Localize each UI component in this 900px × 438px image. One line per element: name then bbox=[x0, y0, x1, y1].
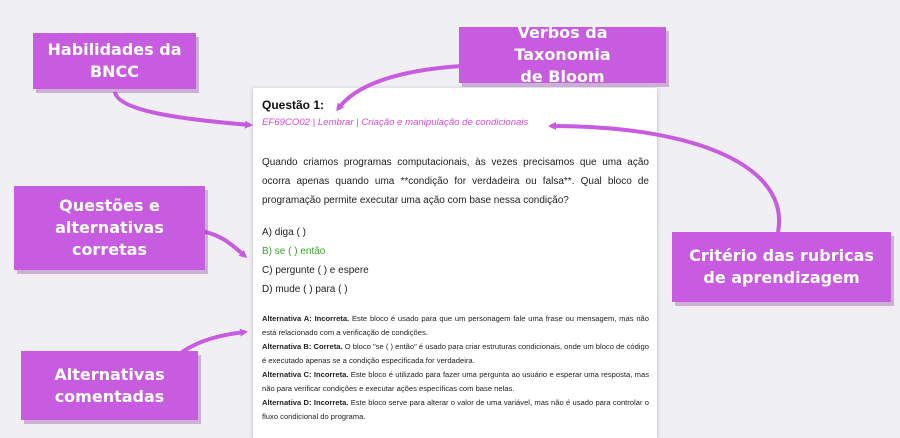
arrow-comentadas bbox=[182, 332, 245, 352]
comment-b-head: Alternativa B: Correta. bbox=[262, 342, 343, 351]
comment-a-body: Este bloco é usado para que um personagem fale uma frase ou mensagem, mas não está relacionado com a verificação de condições. bbox=[262, 314, 649, 337]
comment-c-head: Alternativa C: Incorreta. bbox=[262, 370, 349, 379]
question-title: Questão 1: bbox=[262, 98, 325, 112]
label-bloom-verbs: Verbos da Taxonomia de Bloom bbox=[459, 27, 666, 83]
question-card bbox=[253, 88, 657, 438]
comment-b-body: O bloco "se ( ) então" é usado para criar estruturas condicionais, onde um bloco de código é executado apenas se a condição especificada for verdadeira. bbox=[262, 342, 649, 365]
comment-d-body: Este bloco serve para alterar o valor de uma variável, mas não é usado para controlar o fluxo condicional do programa. bbox=[262, 398, 649, 421]
cropped-heading-fragment bbox=[170, 0, 770, 4]
label-rubric-criteria: Critério das rubricas de aprendizagem bbox=[672, 232, 891, 302]
comment-a bbox=[262, 312, 649, 340]
alternative-c: C) pergunte ( ) e espere bbox=[262, 265, 369, 276]
question-rubric: EF69CO02 | Lembrar | Criação e manipulação de condicionais bbox=[262, 117, 529, 128]
alternative-d: D) mude ( ) para ( ) bbox=[262, 284, 348, 295]
alternative-b-correct: B) se ( ) então bbox=[262, 246, 326, 257]
label-questions-correct: Questões e alternativas corretas bbox=[14, 186, 205, 270]
alternatives-list bbox=[262, 223, 649, 299]
alternative-a: A) diga ( ) bbox=[262, 227, 306, 238]
alternatives-comments bbox=[262, 312, 649, 424]
comment-b bbox=[262, 340, 649, 368]
question-text: Quando criamos programas computacionais, às vezes precisamos que uma ação ocorra apenas quando uma **condição for verdadeira ou falsa**. Qual bloco de programação permite executar uma ação com base nessa condição? bbox=[262, 157, 649, 206]
comment-d-head: Alternativa D: Incorreta. bbox=[262, 398, 349, 407]
comment-a-head: Alternativa A: Incorreta. bbox=[262, 314, 350, 323]
comment-c-body: Este bloco é utilizado para fazer uma pergunta ao usuário e esperar uma resposta, mas não para verificar condições e executar ações específicas com base nelas. bbox=[262, 370, 649, 393]
label-commented-alternatives: Alternativas comentadas bbox=[21, 351, 198, 420]
label-bncc-skills: Habilidades da BNCC bbox=[33, 33, 196, 89]
arrow-bncc bbox=[115, 92, 250, 125]
comment-d bbox=[262, 396, 649, 424]
comment-c bbox=[262, 368, 649, 396]
